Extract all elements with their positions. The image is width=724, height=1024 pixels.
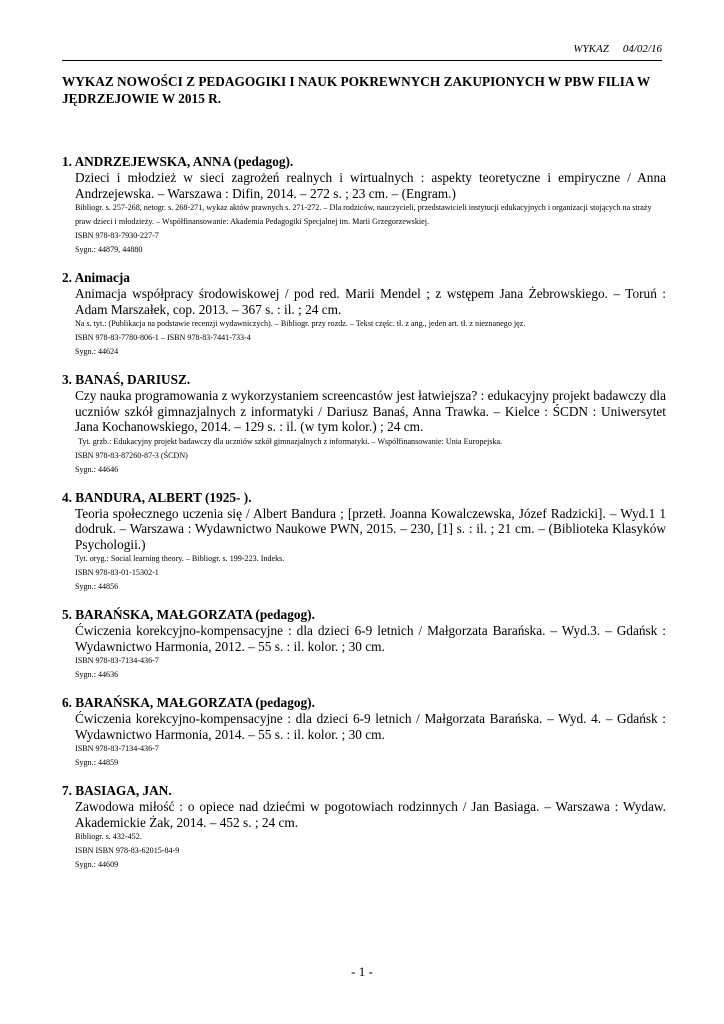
list-item — [62, 372, 666, 477]
entry-signature: Sygn.: 44856 — [75, 582, 119, 591]
entry-signature: Sygn.: 44879, 44880 — [75, 245, 143, 254]
entry-note: Tyt. oryg.: Social learning theory. – Bibliogr. s. 199-223. Indeks. — [75, 554, 285, 563]
entry-description: Ćwiczenia korekcyjno-kompensacyjne : dla dzieci 6-9 letnich / Małgorzata Barańska. – Wyd.3. – Gdańsk : Wydawnictwo Harmonia, 2012. – 55 s. : il. kolor. ; 30 cm. — [75, 623, 666, 654]
list-item — [62, 695, 666, 770]
entry-isbn: ISBN 978-83-7134-436-7 — [75, 656, 159, 665]
list-item — [62, 783, 666, 872]
page-number: - 1 - — [351, 964, 373, 979]
list-item — [62, 154, 666, 257]
entry-note: Na s. tyt.: (Publikacja na podstawie recenzji wydawniczych). – Bibliogr. przy rozdz. – Tekst częśc. tł. z ang., jeden art. tł. z nieznanego jęz. — [75, 319, 526, 328]
document-title: WYKAZ NOWOŚCI Z PEDAGOGIKI I NAUK POKREWNYCH ZAKUPIONYCH W PBW FILIA W JĘDRZEJOWIE W 2015 R. — [62, 74, 650, 106]
entry-heading: 6. BARAŃSKA, MAŁGORZATA (pedagog). — [62, 695, 315, 710]
entry-note: Tyt. grzb.: Edukacyjny projekt badawczy dla uczniów szkół gimnazjalnych z informatyki. – Współfinansowanie: Unia Europejska. — [78, 436, 503, 446]
entry-description: Teoria społecznego uczenia się / Albert Bandura ; [przetł. Joanna Kowalczewska, Józef Radzicki]. – Wyd.1 1 dodruk. – Warszawa : Wydawnictwo Naukowe PWN, 2015. – 230, [1] s. : il. ; 21 cm. – (Biblioteka Klasyków Psychologii.) — [75, 505, 666, 552]
entry-description: Animacja współpracy środowiskowej / pod red. Marii Mendel ; z wstępem Jana Żebrowskiego. – Toruń : Adam Marszałek, cop. 2013. – 367 s. : il. ; 24 cm. — [75, 286, 666, 317]
entry-description: Ćwiczenia korekcyjno-kompensacyjne : dla dzieci 6-9 letnich / Małgorzata Barańska. – Wyd. 4. – Gdańsk : Wydawnictwo Harmonia, 2014. – 55 s. : il. kolor. ; 30 cm. — [75, 711, 666, 742]
entry-heading: 2. Animacja — [62, 270, 130, 285]
entry-isbn: ISBN 978-83-01-15302-1 — [75, 568, 159, 577]
entry-description: Dzieci i młodzież w sieci zagrożeń realnych i wirtualnych : aspekty teoretyczne i empiryczne / Anna Andrzejewska. – Warszawa : Difin, 2014. – 272 s. ; 23 cm. – (Engram.) — [75, 170, 666, 201]
entry-note: Bibliogr. s. 432-452. — [75, 832, 142, 841]
list-item — [62, 607, 666, 682]
entry-list — [62, 154, 666, 885]
entry-heading: 1. ANDRZEJEWSKA, ANNA (pedagog). — [62, 154, 294, 169]
entry-heading: 3. BANAŚ, DARIUSZ. — [62, 372, 191, 387]
entry-signature: Sygn.: 44636 — [75, 670, 119, 679]
header-label: WYKAZ — [573, 43, 609, 55]
entry-heading: 4. BANDURA, ALBERT (1925- ). — [62, 489, 252, 505]
header-rule — [62, 60, 662, 61]
entry-note: Bibliogr. s. 257-268, netogr. s. 268-271, wykaz aktów prawnych s. 271-272. – Dla rodziców, nauczycieli, przedstawicieli instytucji edukacyjnych i organizacji stojących na straży praw dzieci i młodzieży. – Współfinansowanie: Akademia Pedagogiki Specjalnej im. Marii Grzegorzewskiej. — [75, 203, 652, 226]
list-item — [62, 270, 666, 359]
running-header — [573, 43, 662, 55]
entry-signature: Sygn.: 44646 — [75, 464, 119, 474]
entry-isbn: ISBN 978-83-7134-436-7 — [75, 744, 159, 753]
header-date: 04/02/16 — [622, 43, 662, 55]
entry-signature: Sygn.: 44609 — [75, 860, 119, 869]
entry-signature: Sygn.: 44624 — [75, 347, 119, 356]
entry-signature: Sygn.: 44859 — [75, 758, 119, 767]
entry-heading: 5. BARAŃSKA, MAŁGORZATA (pedagog). — [62, 607, 315, 622]
list-item — [62, 490, 666, 595]
entry-isbn: ISBN 978-83-7930-227-7 — [75, 231, 159, 240]
entry-isbn: ISBN 978-83-7780-806-1 – ISBN 978-83-7441-733-4 — [75, 333, 251, 342]
entry-description: Zawodowa miłość : o opiece nad dziećmi w pogotowiach rodzinnych / Jan Basiaga. – Warszawa : Wydaw. Akademickie Żak, 2014. – 452 s. ; 24 cm. — [75, 799, 666, 830]
entry-heading: 7. BASIAGA, JAN. — [62, 783, 172, 798]
entry-isbn: ISBN ISBN 978-83-62015-84-9 — [75, 846, 180, 855]
entry-description: Czy nauka programowania z wykorzystaniem screencastów jest łatwiejsza? : edukacyjny projekt badawczy dla uczniów szkół gimnazjalnych z informatyki / Dariusz Banaś, Anna Trawka. – Kielce : ŚCDN : Uniwersytet Jana Kochanowskiego, 2014. – 129 s. : il. (w tym kolor.) ; 24 cm. — [75, 388, 666, 434]
entry-isbn: ISBN 978-83-87260-87-3 (ŚCDN) — [75, 450, 188, 460]
